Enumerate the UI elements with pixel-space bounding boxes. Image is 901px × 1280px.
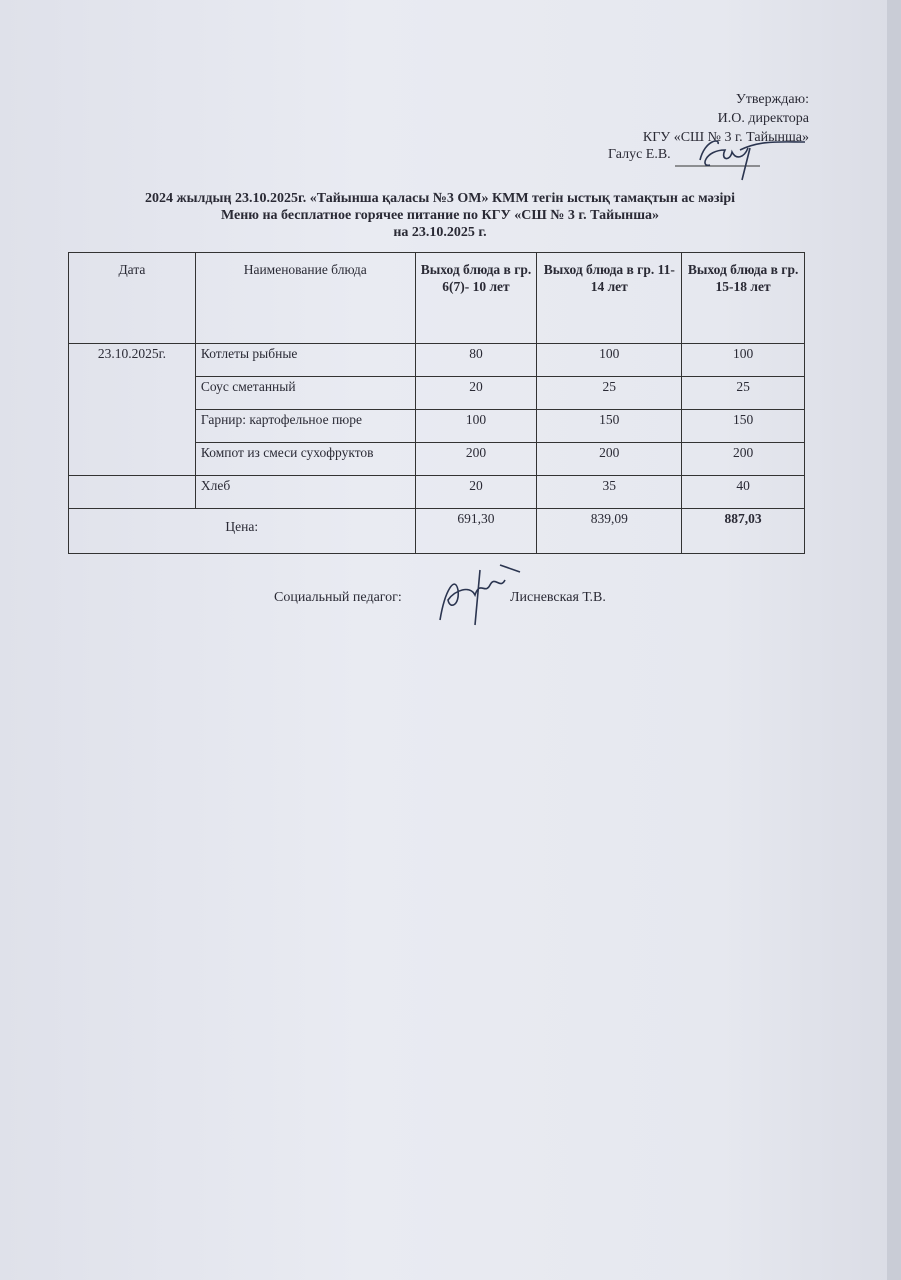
dish-cell: Хлеб <box>195 476 415 509</box>
header-age-6-10: Выход блюда в гр. 6(7)- 10 лет <box>415 253 537 344</box>
dish-cell: Гарнир: картофельное пюре <box>195 410 415 443</box>
table-row <box>69 476 805 509</box>
value-cell: 200 <box>682 443 805 476</box>
value-cell: 25 <box>537 377 682 410</box>
price-cell: 839,09 <box>537 509 682 554</box>
director-signature <box>670 130 820 185</box>
approval-line: И.О. директора <box>717 111 809 126</box>
social-pedagogue-name: Лисневская Т.В. <box>510 590 606 605</box>
date-cell: 23.10.2025г. <box>69 344 196 476</box>
value-cell: 150 <box>682 410 805 443</box>
dish-cell: Котлеты рыбные <box>195 344 415 377</box>
header-date: Дата <box>69 253 196 344</box>
value-cell: 20 <box>415 377 537 410</box>
title-russian: Меню на бесплатное горячее питание по КГУ «СШ № 3 г. Тайынша» <box>220 208 660 223</box>
price-cell: 691,30 <box>415 509 537 554</box>
table-row <box>69 344 805 377</box>
menu-table <box>68 252 805 554</box>
value-cell: 100 <box>537 344 682 377</box>
header-age-15-18: Выход блюда в гр. 15-18 лет <box>682 253 805 344</box>
value-cell: 80 <box>415 344 537 377</box>
value-cell: 100 <box>415 410 537 443</box>
approval-line: КГУ «СШ № 3 г. Тайынша» <box>642 130 809 145</box>
dish-cell: Компот из смеси сухофруктов <box>195 443 415 476</box>
header-age-11-14: Выход блюда в гр. 11- 14 лет <box>537 253 682 344</box>
header-dish: Наименование блюда <box>195 253 415 344</box>
value-cell: 100 <box>682 344 805 377</box>
value-cell: 150 <box>537 410 682 443</box>
value-cell: 200 <box>415 443 537 476</box>
director-name: Галус Е.В. <box>608 147 671 162</box>
background-edge <box>887 0 901 1280</box>
social-pedagogue-label: Социальный педагог: <box>274 590 402 605</box>
price-label: Цена: <box>69 509 416 554</box>
dish-cell: Соус сметанный <box>195 377 415 410</box>
price-cell: 887,03 <box>682 509 805 554</box>
price-row <box>69 509 805 554</box>
empty-cell <box>69 476 196 509</box>
title-date: на 23.10.2025 г. <box>393 225 487 240</box>
title-kazakh: 2024 жылдың 23.10.2025г. «Тайынша қаласы №3 ОМ» КММ тегін ыстық тамақтын ас мәзірі <box>144 191 736 206</box>
approval-line: Утверждаю: <box>735 92 809 107</box>
value-cell: 40 <box>682 476 805 509</box>
value-cell: 200 <box>537 443 682 476</box>
value-cell: 25 <box>682 377 805 410</box>
value-cell: 20 <box>415 476 537 509</box>
table-header-row <box>69 253 805 344</box>
value-cell: 35 <box>537 476 682 509</box>
